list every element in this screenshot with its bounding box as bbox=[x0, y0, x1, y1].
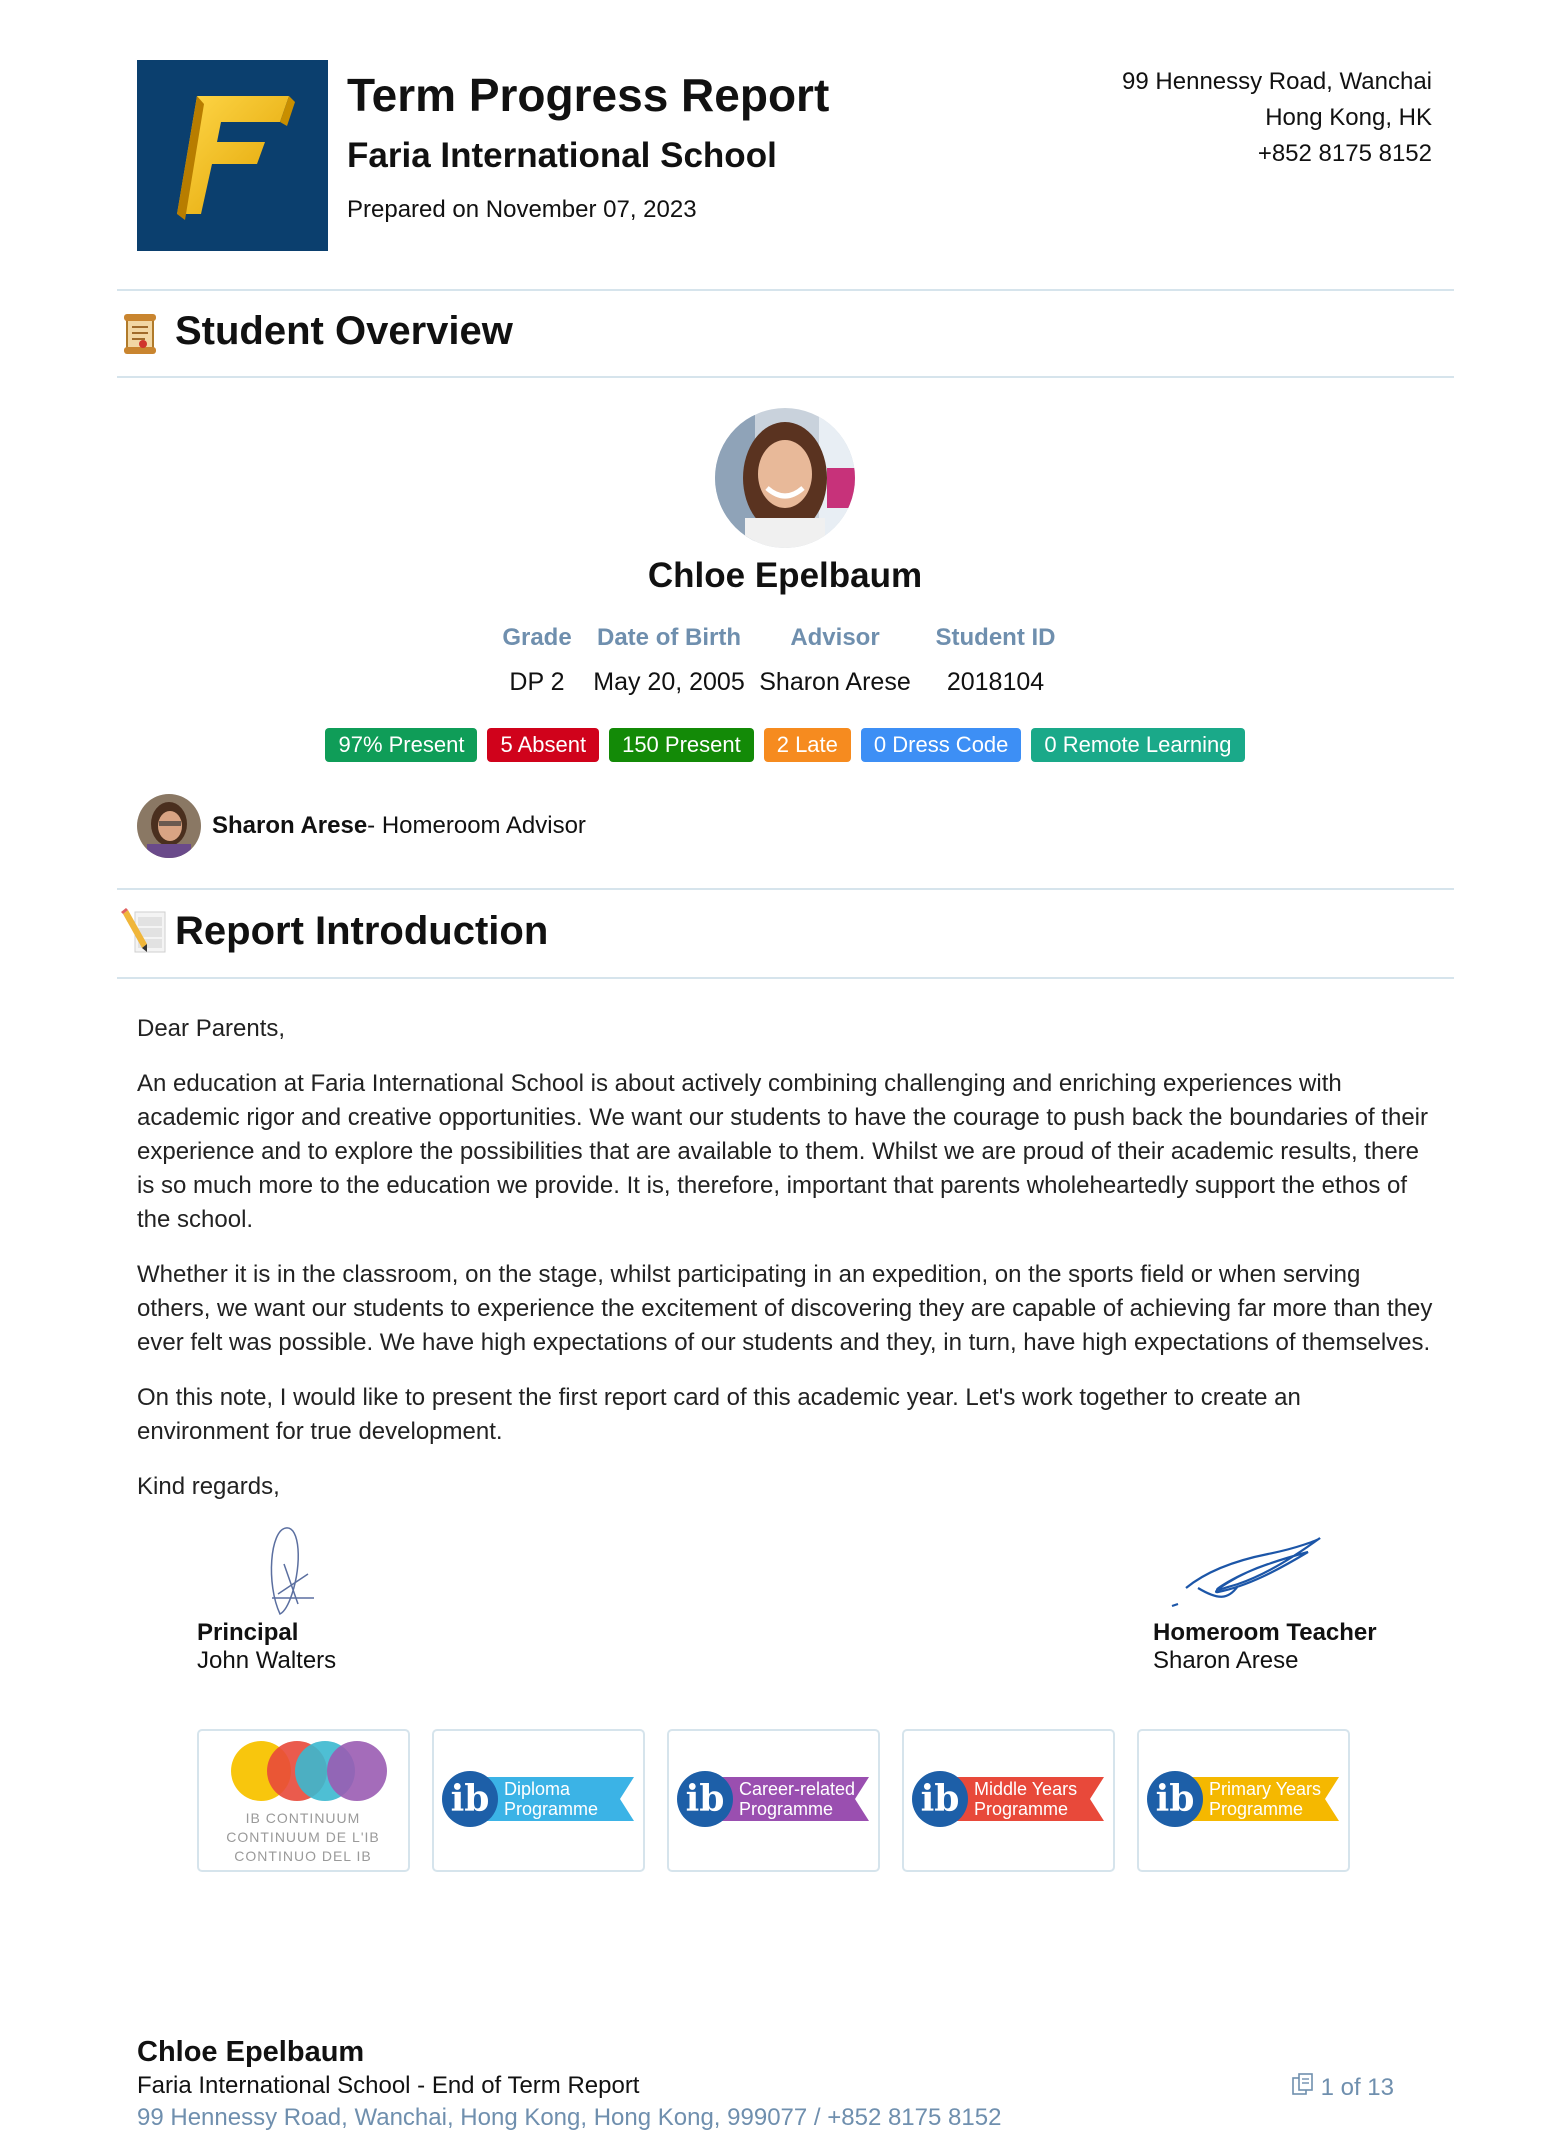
school-logo-mark bbox=[137, 60, 328, 251]
signature-role: Principal bbox=[197, 1619, 299, 1646]
address-line: 99 Hennessy Road, Wanchai bbox=[1122, 68, 1432, 95]
info-label: Grade bbox=[502, 624, 572, 651]
advisor-role: - Homeroom Advisor bbox=[367, 812, 586, 839]
letter-paragraph: On this note, I would like to present the first report card of this academic year. Let's work together to create an environment for true development. bbox=[137, 1384, 1301, 1445]
advisor-line bbox=[212, 812, 586, 840]
info-advisor bbox=[753, 624, 917, 697]
teacher-block bbox=[1153, 1619, 1377, 1675]
info-label: Advisor bbox=[790, 624, 880, 651]
principal-signature bbox=[258, 1524, 318, 1624]
scroll-icon bbox=[121, 312, 161, 361]
ib-primary-years-logo bbox=[1137, 1729, 1350, 1872]
advisor-avatar bbox=[137, 794, 201, 858]
signature-role: Homeroom Teacher bbox=[1153, 1619, 1377, 1646]
ib-mark: ib bbox=[450, 1778, 490, 1820]
continuum-text: IB CONTINUUM bbox=[245, 1810, 361, 1826]
programme-name: Programme bbox=[974, 1799, 1069, 1819]
programme-name: Primary Years bbox=[1209, 1779, 1322, 1799]
pencil-steps-icon bbox=[121, 908, 169, 961]
signature-name: Sharon Arese bbox=[1153, 1647, 1299, 1674]
badge-present-count: 150 Present bbox=[609, 728, 754, 762]
badge-absent: 5 Absent bbox=[487, 728, 599, 762]
continuum-text: CONTINUUM DE L'IB bbox=[226, 1829, 380, 1845]
continuum-text: CONTINUO DEL IB bbox=[234, 1848, 372, 1864]
programme-name: Programme bbox=[504, 1799, 599, 1819]
signature-name: John Walters bbox=[197, 1647, 337, 1674]
letter-paragraph: Whether it is in the classroom, on the stage, whilst participating in an expedition, on the sports field or when serving others, we want our students to experience the excitement of discovering they are capable of achieving far more than they ever felt was possible. We have high expectations of our students and they, in turn, have high expectations of themselves. bbox=[137, 1261, 1433, 1356]
report-title: Term Progress Report bbox=[347, 69, 830, 121]
badge-late: 2 Late bbox=[764, 728, 851, 762]
letter-paragraph: An education at Faria International School is about actively combining challenging and enriching experiences with academic rigor and creative opportunities. We want our students to have the courage to push back the boundaries of their experience and to explore the possibilities that are available to them. Whilst we are proud of their academic results, there is so much more to the education we provide. It is, therefore, important that parents wholeheartedly support the ethos of the school. bbox=[137, 1070, 1428, 1233]
info-value: 2018104 bbox=[946, 668, 1045, 696]
footer-report-title: Faria International School - End of Term Report bbox=[137, 2072, 640, 2099]
info-student-id bbox=[917, 624, 1074, 697]
footer-address: 99 Hennessy Road, Wanchai, Hong Kong, Hong Kong, 999077 / +852 8175 8152 bbox=[137, 2104, 1002, 2131]
school-logo bbox=[137, 60, 328, 251]
divider bbox=[117, 977, 1454, 979]
info-label: Student ID bbox=[935, 624, 1056, 651]
student-name: Chloe Epelbaum bbox=[647, 556, 923, 595]
ib-mark: ib bbox=[685, 1778, 725, 1820]
ib-mark: ib bbox=[1155, 1778, 1195, 1820]
pages-icon bbox=[1291, 2072, 1315, 2103]
student-avatar bbox=[715, 408, 855, 548]
ib-middle-years-logo bbox=[902, 1729, 1115, 1872]
info-value: DP 2 bbox=[509, 668, 565, 696]
badge-remote-learning: 0 Remote Learning bbox=[1031, 728, 1244, 762]
programme-name: Middle Years bbox=[974, 1779, 1078, 1799]
programme-name: Diploma bbox=[504, 1779, 571, 1799]
prepared-date: Prepared on November 07, 2023 bbox=[347, 196, 697, 223]
info-label: Date of Birth bbox=[597, 624, 741, 651]
divider bbox=[117, 289, 1454, 291]
closing: Kind regards, bbox=[137, 1473, 280, 1500]
info-value: May 20, 2005 bbox=[593, 668, 745, 696]
page-number: 1 of 13 bbox=[1320, 2073, 1394, 2101]
section-title-intro: Report Introduction bbox=[175, 909, 549, 953]
address-line: Hong Kong, HK bbox=[1265, 104, 1432, 131]
school-name: Faria International School bbox=[347, 136, 777, 175]
page-indicator bbox=[1291, 2072, 1394, 2103]
school-address bbox=[1122, 64, 1432, 172]
salutation: Dear Parents, bbox=[137, 1015, 286, 1042]
programme-name: Career-related bbox=[739, 1779, 856, 1799]
info-value: Sharon Arese bbox=[759, 668, 911, 696]
advisor-name: Sharon Arese bbox=[212, 812, 368, 839]
badge-present-percent: 97% Present bbox=[325, 728, 477, 762]
intro-letter bbox=[137, 1012, 1437, 1525]
programme-name: Programme bbox=[1209, 1799, 1304, 1819]
programme-name: Programme bbox=[739, 1799, 834, 1819]
ib-mark: ib bbox=[920, 1778, 960, 1820]
divider bbox=[117, 888, 1454, 890]
info-grade bbox=[489, 624, 585, 697]
attendance-badges bbox=[0, 728, 1554, 762]
principal-block bbox=[197, 1619, 336, 1675]
info-dob bbox=[585, 624, 753, 697]
section-title-overview: Student Overview bbox=[175, 309, 513, 353]
footer-student-name: Chloe Epelbaum bbox=[137, 2036, 365, 2068]
ib-continuum-logo bbox=[197, 1729, 410, 1872]
phone-number: +852 8175 8152 bbox=[1257, 140, 1432, 167]
teacher-signature bbox=[1168, 1530, 1328, 1615]
ib-diploma-logo bbox=[432, 1729, 645, 1872]
ib-career-related-logo bbox=[667, 1729, 880, 1872]
divider bbox=[117, 376, 1454, 378]
badge-dress-code: 0 Dress Code bbox=[861, 728, 1022, 762]
